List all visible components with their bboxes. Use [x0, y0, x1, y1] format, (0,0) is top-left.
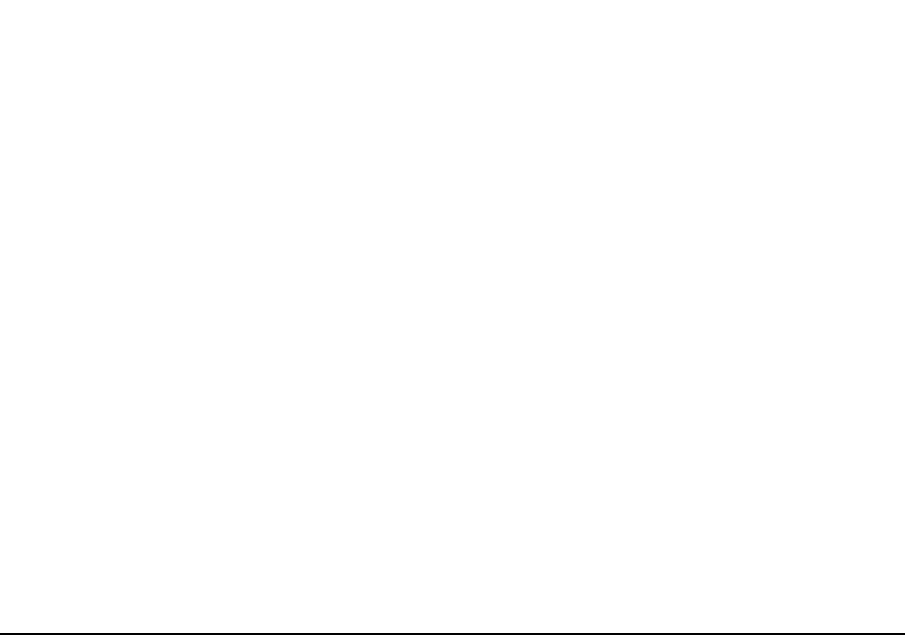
bottom-rule [0, 633, 905, 635]
